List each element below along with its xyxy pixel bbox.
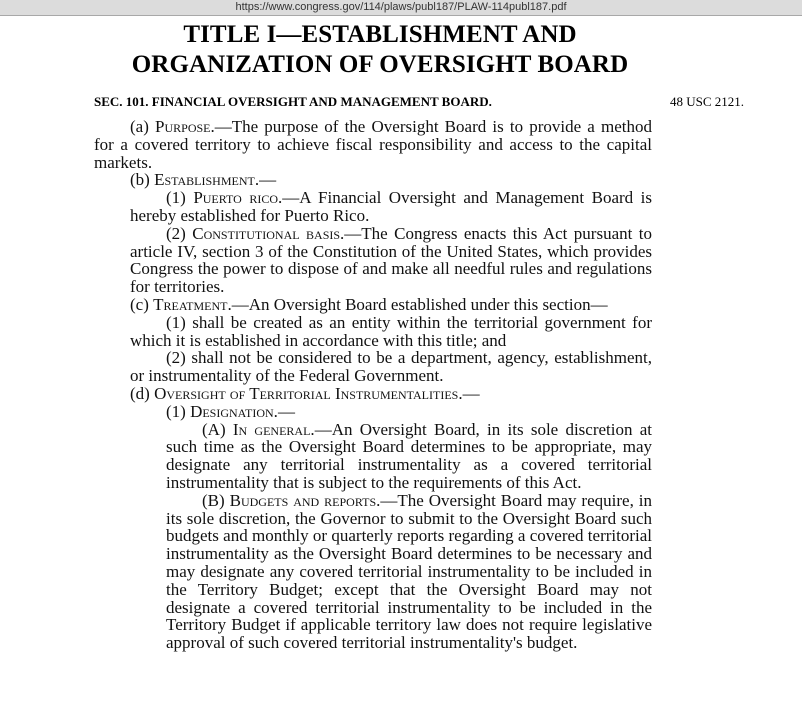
para-label: (B) [202,490,230,510]
paragraph-c2: (2) shall not be considered to be a department, agency, establishment, or instrumentality of the Federal Government. [130,348,652,386]
para-heading: Purpose. [155,117,215,136]
para-label: (A) [202,419,233,439]
para-heading: In general. [232,419,315,439]
url-text: https://www.congress.gov/114/plaws/publ187/PLAW-114publ187.pdf [235,1,567,13]
para-text: — [259,170,277,190]
para-heading: Puerto rico. [193,188,283,208]
para-text: —The purpose of the Oversight Board is to provide a method for a covered territory to achieve fiscal responsibility and access to the capital markets. [94,117,652,172]
paragraph-c1: (1) shall be created as an entity within the territorial government for which it is established in accordance with this title; and [130,312,652,350]
title-line-1: TITLE I—ESTABLISHMENT AND [183,21,577,48]
paragraph-d1 [94,403,652,421]
paragraph-a [94,118,652,171]
para-heading: Oversight of Territorial Instrumentalities. [154,383,463,403]
para-label: (b) [130,170,155,190]
para-heading: Budgets and reports. [229,490,381,510]
title-line-2: ORGANIZATION OF OVERSIGHT BOARD [131,51,629,78]
para-text: — [277,401,295,421]
para-label: (c) [130,294,154,314]
section-heading: SEC. 101. FINANCIAL OVERSIGHT AND MANAGEMENT BOARD. [94,94,492,109]
para-text: —An Oversight Board established under this section— [231,294,608,314]
paragraph-c [94,296,652,314]
para-label: (1) [166,401,191,421]
para-text: —A Financial Oversight and Management Board is hereby established for Puerto Rico. [130,188,652,225]
para-label: (d) [130,383,155,403]
margin-note: 48 USC 2121. [670,94,745,109]
paragraph-d [94,385,652,403]
paragraph-b [94,171,652,189]
para-heading: Designation. [190,401,278,421]
para-label: (1) [166,188,194,208]
document-body [94,118,652,652]
para-heading: Treatment. [153,294,232,314]
para-label: (2) [166,223,193,243]
paragraph-dB [94,492,652,652]
para-text: —The Oversight Board may require, in its sole discretion, the Governor to submit to the Oversight Board such budgets and monthly or quarterly reports regarding a covered territorial instrumentality as the Oversight Board determines to be necessary and may designate any covered territorial instrumentality to be included in the Territory Budget; except that the Oversight Board may not designate a covered territorial instrumentality to be included in the Territory Budget if applicable territory law does not require legislative approval of such covered territorial instrumentality's budget. [166,490,652,653]
para-heading: Constitutional basis. [192,223,345,243]
paragraph-b2 [94,225,652,296]
pdf-page [0,16,802,728]
paragraph-b1 [94,189,652,225]
para-heading: Establishment. [154,170,260,190]
paragraph-dA [94,421,652,492]
para-text: —The Congress enacts this Act pursuant to article IV, section 3 of the Constitution of the United States, which provides Congress the power to dispose of and make all needful rules and regulations for territories. [130,223,653,297]
para-text: — [462,383,480,403]
document-title [90,20,670,80]
para-text: —An Oversight Board, in its sole discretion at such time as the Oversight Board determines to be appropriate, may designate any territorial instrumentality as a covered territorial instrumentality that is subject to the requirements of this Act. [166,419,653,492]
url-bar[interactable] [0,0,802,16]
para-label: (a) [130,117,156,136]
